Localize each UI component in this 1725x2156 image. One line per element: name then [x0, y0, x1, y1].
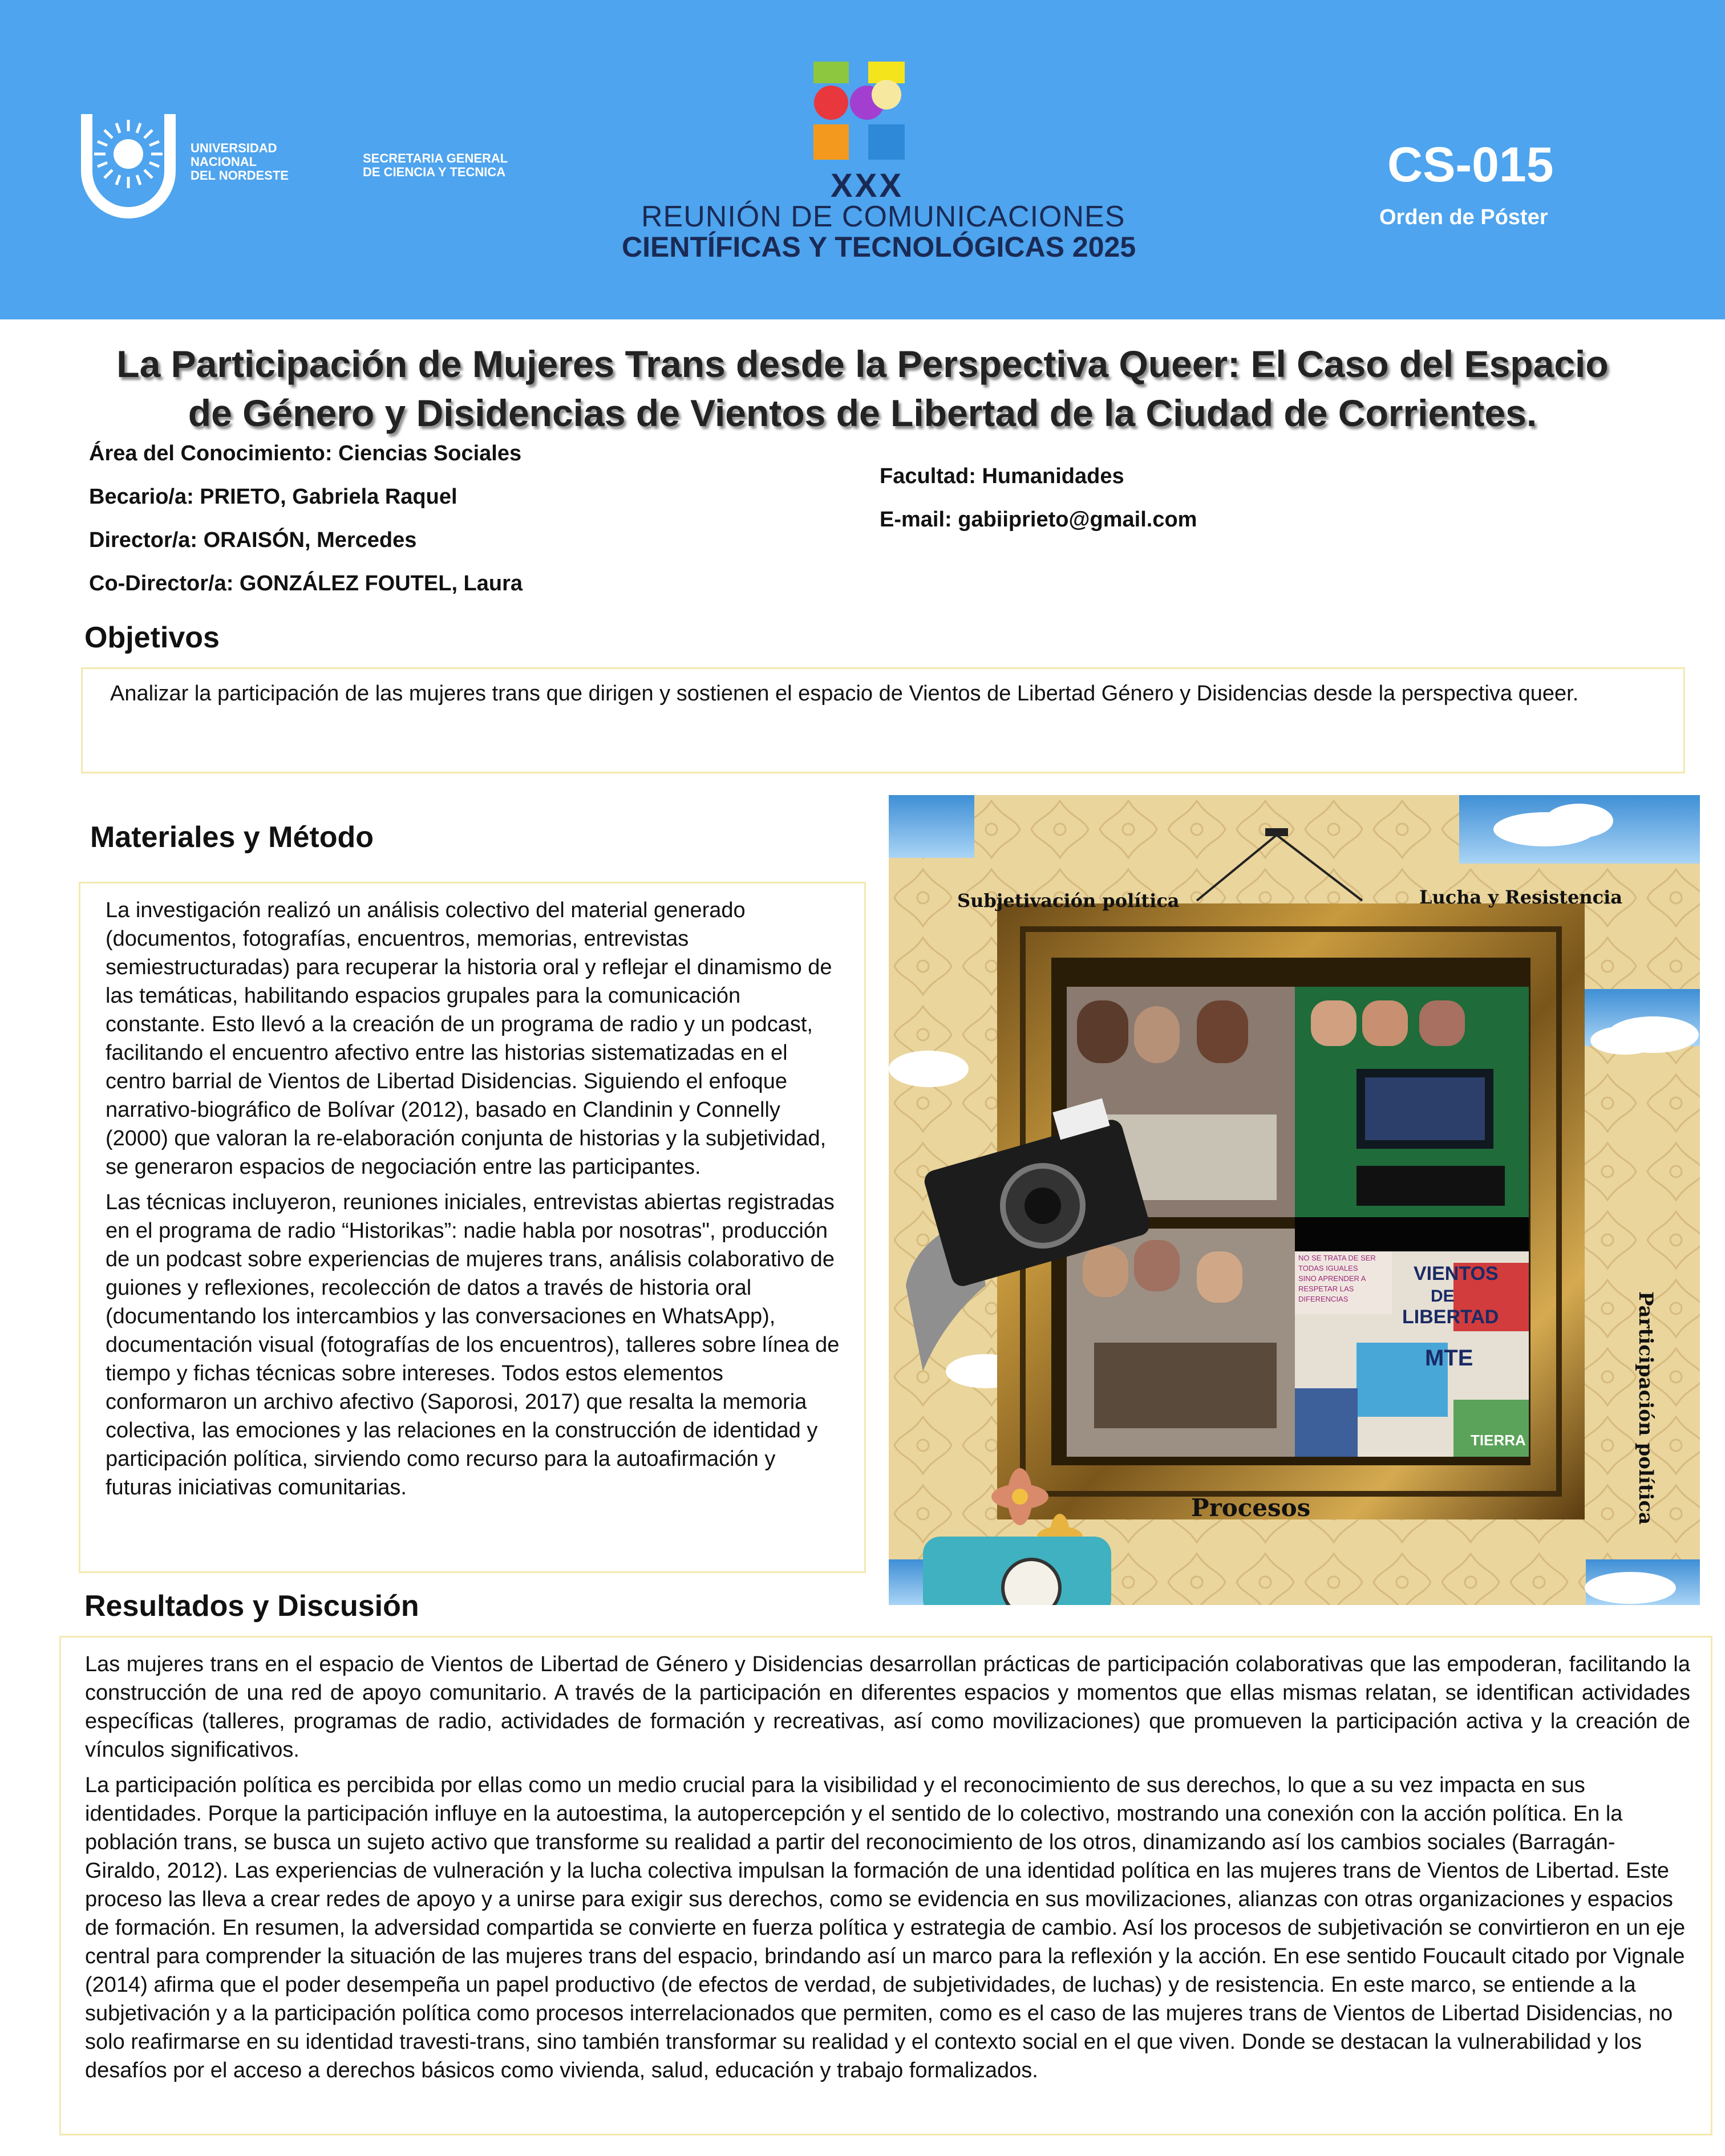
mural-text-vientos: VIENTOS: [1414, 1263, 1499, 1284]
collage-image: [889, 795, 1700, 1605]
faculty-name: Facultad: Humanidades: [880, 464, 1124, 488]
director-name: Director/a: ORAISÓN, Mercedes: [89, 528, 417, 552]
label-participacion: Participación política: [1634, 1291, 1657, 1525]
mural-small-text-1: NO SE TRATA DE SER: [1298, 1254, 1376, 1262]
header-banner: [0, 0, 1725, 319]
resultados-text: [85, 1650, 1690, 2092]
materiales-paragraph-1: La investigación realizó un análisis colectivo del material generado (documentos, fotografías, encuentros, memorias, entrevistas semiestructuradas) para recuperar la historia oral y reflejar el dinamismo de las temáticas, habilitando espacios grupales para la comunicación constante. Esto llevó a la creación de un programa de radio y un podcast, facilitando el encuentro afectivo entre las historias sistematizadas en el centro barrial de Vientos de Libertad Disidencias. Siguiendo el enfoque narrativo-biográfico de Bolívar (2012), basado en Clandinin y Connelly (2000) que valoran la re-elaboración conjunta de historias y la subjetividad, se generaron espacios de negociación entre las participantes.: [106, 898, 832, 1179]
becario-name: Becario/a: PRIETO, Gabriela Raquel: [89, 485, 457, 509]
resultados-paragraph-1: Las mujeres trans en el espacio de Vientos de Libertad de Género y Disidencias desarrollan prácticas de participación colaborativas que las empoderan, facilitando la construcción de una red de apoyo comunitario. A través de la participación en diferentes espacios y momentos que ellas mismas relatan, se identifican actividades específicas (talleres, programas de radio, actividades de formación y recreativas, así como movilizaciones) que promueven la participación activa y la creación de vínculos significativos.: [85, 1652, 1690, 1762]
mural-small-text-4: RESPETAR LAS: [1298, 1284, 1354, 1293]
mural-small-text-5: DIFERENCIAS: [1298, 1295, 1349, 1303]
materiales-paragraph-2: Las técnicas incluyeron, reuniones iniciales, entrevistas abiertas registradas en el programa de radio “Historikas”: nadie habla por nosotras", producción de un podcast sobre experiencias de mujeres trans, análisis colaborativo de guiones y reflexiones, recolección de datos a través de historia oral (documentando los intercambios y las conversaciones en WhatsApp), documentación visual (fotografías de los encuentros), talleres sobre línea de tiempo y fichas técnicas sobre intereses. Todos estos elementos conformaron un archivo afectivo (Saporosi, 2017) que resalta la memoria colectiva, las emociones y las relaciones en la construcción de identidad y participación política, sirviendo como recurso para la autoafirmación y futuras iniciativas comunitarias.: [106, 1190, 840, 1500]
mural-text-libertad: LIBERTAD: [1402, 1306, 1499, 1328]
event-title-line: REUNIÓN DE COMUNICACIONES: [641, 200, 1125, 233]
poster-title: [23, 339, 1702, 437]
title-line-2: de Género y Disidencias de Vientos de Libertad de la Ciudad de Corrientes.: [188, 392, 1537, 434]
codirector-name: Co-Director/a: GONZÁLEZ FOUTEL, Laura: [89, 572, 523, 595]
event-subtitle-line: CIENTÍFICAS Y TECNOLÓGICAS 2025: [622, 231, 1136, 263]
resultados-paragraph-2: La participación política es percibida por ellas como un medio crucial para la visibilidad y el reconocimiento de sus derechos, lo que a su vez impacta en sus identidades. Porque la participación influye en la autoestima, la autopercepción y el sentido de lo colectivo, mostrando una conexión con la acción política. En la población trans, se busca un sujeto activo que transforme su realidad a partir del reconocimiento de los otros, dinamizando así los cambios sociales (Barragán-Giraldo, 2012). Las experiencias de vulneración y la lucha colectiva impulsan la formación de una identidad política en las mujeres trans de Vientos de Libertad. Este proceso las lleva a crear redes de apoyo y a unirse para exigir sus derechos, como se evidencia en sus movilizaciones, alianzas con otras organizaciones y espacios de formación. En resumen, la adversidad compartida se convierte en fuerza política y estrategia de cambio. Así los procesos de subjetivación se convirtieron en un eje central para comprender la situación de las mujeres trans del espacio, brindando así un marco para la reflexión y la acción. En ese sentido Foucault citado por Vignale (2014) afirma que el poder desempeña un papel productivo (de efectos de verdad, de subjetividades, de luchas) y de resistencia. En este marco, se entiende a la subjetivación y a la participación política como procesos interrelacionados que permiten, como es el caso de las mujeres trans de Vientos de Libertad Disidencias, no solo reafirmarse en su identidad travesti-trans, sino también transformar su realidad y el contexto social en el que viven. Donde se destacan la vulnerabilidad y los desafíos por el acceso a derechos básicos como vivienda, salud, educación y trabajo formalizados.: [85, 1773, 1686, 2082]
secretaria-name: [363, 152, 508, 179]
mural-text-mte: MTE: [1425, 1346, 1473, 1371]
resultados-box: [59, 1636, 1712, 2135]
objetivos-box: [81, 667, 1685, 773]
secretaria-line-1: SECRETARIA GENERAL: [363, 151, 508, 165]
secretaria-line-2: DE CIENCIA Y TECNICA: [363, 165, 506, 179]
collage-artwork: [889, 795, 1700, 1605]
materiales-text: [106, 896, 841, 1509]
unne-logo-icon: [80, 108, 177, 222]
knowledge-area: Área del Conocimiento: Ciencias Sociales: [89, 441, 522, 465]
university-name: [191, 141, 289, 183]
mural-small-text-3: SINO APRENDER A: [1298, 1274, 1366, 1283]
label-procesos: Procesos: [1191, 1494, 1311, 1522]
objetivos-text: Analizar la participación de las mujeres trans que dirigen y sostienen el espacio de Vientos de Libertad Género y Disidencias desde la perspectiva queer.: [110, 682, 1579, 706]
title-line-1: La Participación de Mujeres Trans desde la Perspectiva Queer: El Caso del Espacio: [116, 343, 1609, 385]
label-subjetivacion: Subjetivación política: [957, 890, 1180, 911]
label-lucha: Lucha y Resistencia: [1419, 886, 1623, 908]
mural-small-text-2: TODAS IGUALES: [1298, 1264, 1358, 1272]
mural-text-tierra: TIERRA: [1471, 1432, 1526, 1449]
university-line-3: DEL NORDESTE: [191, 168, 289, 183]
mural-text-de: DE: [1431, 1287, 1455, 1306]
materiales-heading: Materiales y Método: [90, 821, 374, 854]
university-line-1: UNIVERSIDAD: [191, 141, 277, 155]
university-line-2: NACIONAL: [191, 155, 257, 169]
poster-order-label: Orden de Póster: [1379, 205, 1548, 229]
resultados-heading: Resultados y Discusión: [84, 1590, 419, 1623]
materiales-box: [79, 882, 866, 1573]
event-logo-icon: [812, 60, 915, 162]
contact-email: E-mail: gabiiprieto@gmail.com: [880, 508, 1197, 532]
event-number: XXX: [831, 167, 904, 204]
poster-code: CS-015: [1387, 137, 1554, 192]
objetivos-heading: Objetivos: [84, 621, 220, 654]
